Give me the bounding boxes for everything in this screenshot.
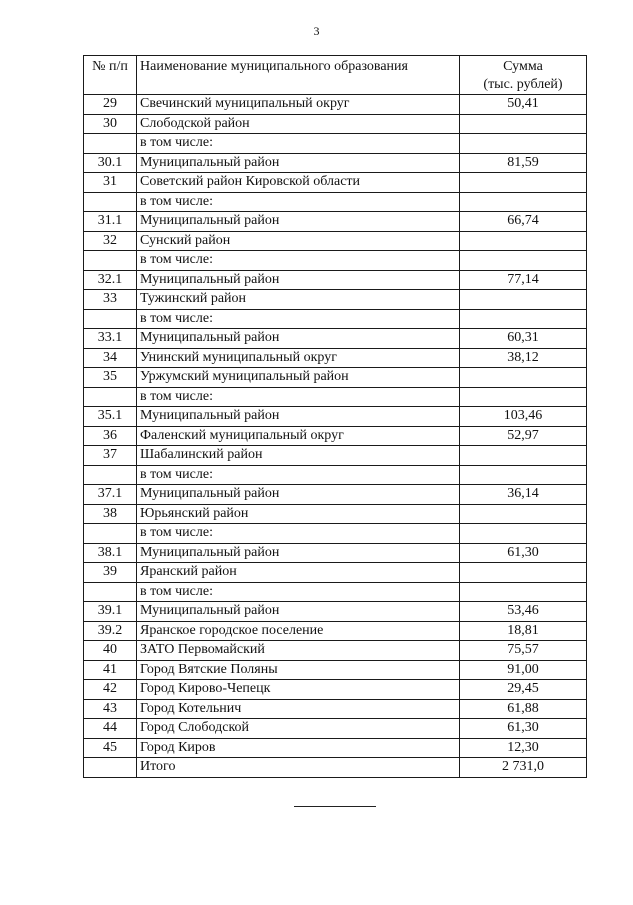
row-name: в том числе:: [137, 134, 460, 154]
table-row: [84, 407, 587, 427]
row-number: [84, 387, 137, 407]
row-number: [84, 192, 137, 212]
table-row: [84, 485, 587, 505]
row-number: 42: [84, 680, 137, 700]
page-number: 3: [313, 24, 320, 38]
row-name: Свечинский муниципальный округ: [137, 95, 460, 115]
header-sum-title: Сумма: [503, 59, 543, 74]
row-number: 39.1: [84, 602, 137, 622]
row-number: 32: [84, 231, 137, 251]
row-sum: [460, 465, 587, 485]
row-name: в том числе:: [137, 309, 460, 329]
table-row: [84, 192, 587, 212]
table-header-row: [84, 56, 587, 95]
row-number: 33: [84, 290, 137, 310]
row-number: 29: [84, 95, 137, 115]
row-sum: [460, 504, 587, 524]
row-name: Муниципальный район: [137, 212, 460, 232]
row-name: Яранский район: [137, 563, 460, 583]
row-name: в том числе:: [137, 251, 460, 271]
row-sum: 75,57: [460, 641, 587, 661]
row-name: Муниципальный район: [137, 485, 460, 505]
row-name: Город Вятские Поляны: [137, 660, 460, 680]
row-sum: 52,97: [460, 426, 587, 446]
table-row: [84, 582, 587, 602]
table-row: [84, 95, 587, 115]
row-number: 31: [84, 173, 137, 193]
table-row: [84, 719, 587, 739]
row-number: 41: [84, 660, 137, 680]
table-row: [84, 309, 587, 329]
row-number: [84, 309, 137, 329]
row-name: в том числе:: [137, 582, 460, 602]
row-sum: 12,30: [460, 738, 587, 758]
row-name: Тужинский район: [137, 290, 460, 310]
row-sum: [460, 582, 587, 602]
row-name: в том числе:: [137, 387, 460, 407]
table-row: [84, 251, 587, 271]
row-number: 30.1: [84, 153, 137, 173]
row-number: [84, 582, 137, 602]
row-number: 36: [84, 426, 137, 446]
row-sum: [460, 368, 587, 388]
table-row: [84, 543, 587, 563]
row-number: 45: [84, 738, 137, 758]
row-name: Город Кирово-Чепецк: [137, 680, 460, 700]
row-sum: 60,31: [460, 329, 587, 349]
row-sum: 61,30: [460, 543, 587, 563]
row-sum: [460, 309, 587, 329]
row-name: Муниципальный район: [137, 407, 460, 427]
row-number: 38: [84, 504, 137, 524]
row-sum: 18,81: [460, 621, 587, 641]
row-sum: 53,46: [460, 602, 587, 622]
row-sum: [460, 563, 587, 583]
row-number: 38.1: [84, 543, 137, 563]
table-row: [84, 329, 587, 349]
row-sum: [460, 290, 587, 310]
row-sum: [460, 446, 587, 466]
row-sum: [460, 231, 587, 251]
row-sum: 50,41: [460, 95, 587, 115]
row-name: Слободской район: [137, 114, 460, 134]
row-number: 37: [84, 446, 137, 466]
row-sum: [460, 114, 587, 134]
row-number: 39.2: [84, 621, 137, 641]
row-number: 31.1: [84, 212, 137, 232]
header-sum-unit: (тыс. рублей): [483, 77, 563, 92]
row-name: Юрьянский район: [137, 504, 460, 524]
row-sum: 38,12: [460, 348, 587, 368]
table-row: [84, 504, 587, 524]
table-row: [84, 602, 587, 622]
row-number: 44: [84, 719, 137, 739]
allocation-table: [83, 55, 587, 778]
row-number: 33.1: [84, 329, 137, 349]
row-name: Сунский район: [137, 231, 460, 251]
row-number: 39: [84, 563, 137, 583]
row-sum: [460, 251, 587, 271]
row-sum: 29,45: [460, 680, 587, 700]
row-name: Уржумский муниципальный район: [137, 368, 460, 388]
row-number: 40: [84, 641, 137, 661]
row-sum: [460, 173, 587, 193]
row-sum: 2 731,0: [460, 758, 587, 778]
row-number: [84, 251, 137, 271]
table-row: [84, 212, 587, 232]
table-row: [84, 173, 587, 193]
row-number: 32.1: [84, 270, 137, 290]
row-name: в том числе:: [137, 465, 460, 485]
row-name: Муниципальный район: [137, 270, 460, 290]
footer-divider: [294, 806, 376, 807]
row-name: Фаленский муниципальный округ: [137, 426, 460, 446]
table-row: [84, 368, 587, 388]
table-row: [84, 465, 587, 485]
row-number: 43: [84, 699, 137, 719]
table-row: [84, 387, 587, 407]
row-number: [84, 524, 137, 544]
table-row: [84, 134, 587, 154]
row-name: ЗАТО Первомайский: [137, 641, 460, 661]
row-name: Яранское городское поселение: [137, 621, 460, 641]
table-row: [84, 153, 587, 173]
row-number: [84, 134, 137, 154]
table-row: [84, 680, 587, 700]
row-sum: 36,14: [460, 485, 587, 505]
table-row: [84, 114, 587, 134]
row-name: в том числе:: [137, 524, 460, 544]
table-row: [84, 290, 587, 310]
row-number: 35.1: [84, 407, 137, 427]
header-number: № п/п: [84, 56, 137, 95]
row-sum: 81,59: [460, 153, 587, 173]
row-name: Итого: [137, 758, 460, 778]
row-name: Муниципальный район: [137, 543, 460, 563]
header-sum: [460, 56, 587, 95]
table-row: [84, 641, 587, 661]
table-body: [84, 95, 587, 778]
row-sum: 103,46: [460, 407, 587, 427]
row-number: 34: [84, 348, 137, 368]
row-sum: 91,00: [460, 660, 587, 680]
row-name: Город Слободской: [137, 719, 460, 739]
table-row: [84, 563, 587, 583]
row-name: Муниципальный район: [137, 153, 460, 173]
row-number: 37.1: [84, 485, 137, 505]
row-name: Город Котельнич: [137, 699, 460, 719]
row-name: Шабалинский район: [137, 446, 460, 466]
table-row: [84, 348, 587, 368]
row-number: 35: [84, 368, 137, 388]
table-row: [84, 621, 587, 641]
row-sum: [460, 134, 587, 154]
row-number: 30: [84, 114, 137, 134]
row-sum: [460, 524, 587, 544]
row-sum: 61,88: [460, 699, 587, 719]
row-name: Советский район Кировской области: [137, 173, 460, 193]
row-sum: [460, 192, 587, 212]
row-name: Муниципальный район: [137, 602, 460, 622]
row-sum: [460, 387, 587, 407]
row-number: [84, 465, 137, 485]
row-name: Унинский муниципальный округ: [137, 348, 460, 368]
table-row: [84, 738, 587, 758]
row-name: Муниципальный район: [137, 329, 460, 349]
row-sum: 77,14: [460, 270, 587, 290]
table-row: [84, 231, 587, 251]
row-sum: 61,30: [460, 719, 587, 739]
row-number: [84, 758, 137, 778]
table-row: [84, 426, 587, 446]
table-row: [84, 524, 587, 544]
table-row: [84, 446, 587, 466]
table-row: [84, 660, 587, 680]
header-name: Наименование муниципального образования: [137, 56, 460, 95]
row-name: в том числе:: [137, 192, 460, 212]
table-row: [84, 270, 587, 290]
row-sum: 66,74: [460, 212, 587, 232]
table-row: [84, 758, 587, 778]
row-name: Город Киров: [137, 738, 460, 758]
table-row: [84, 699, 587, 719]
